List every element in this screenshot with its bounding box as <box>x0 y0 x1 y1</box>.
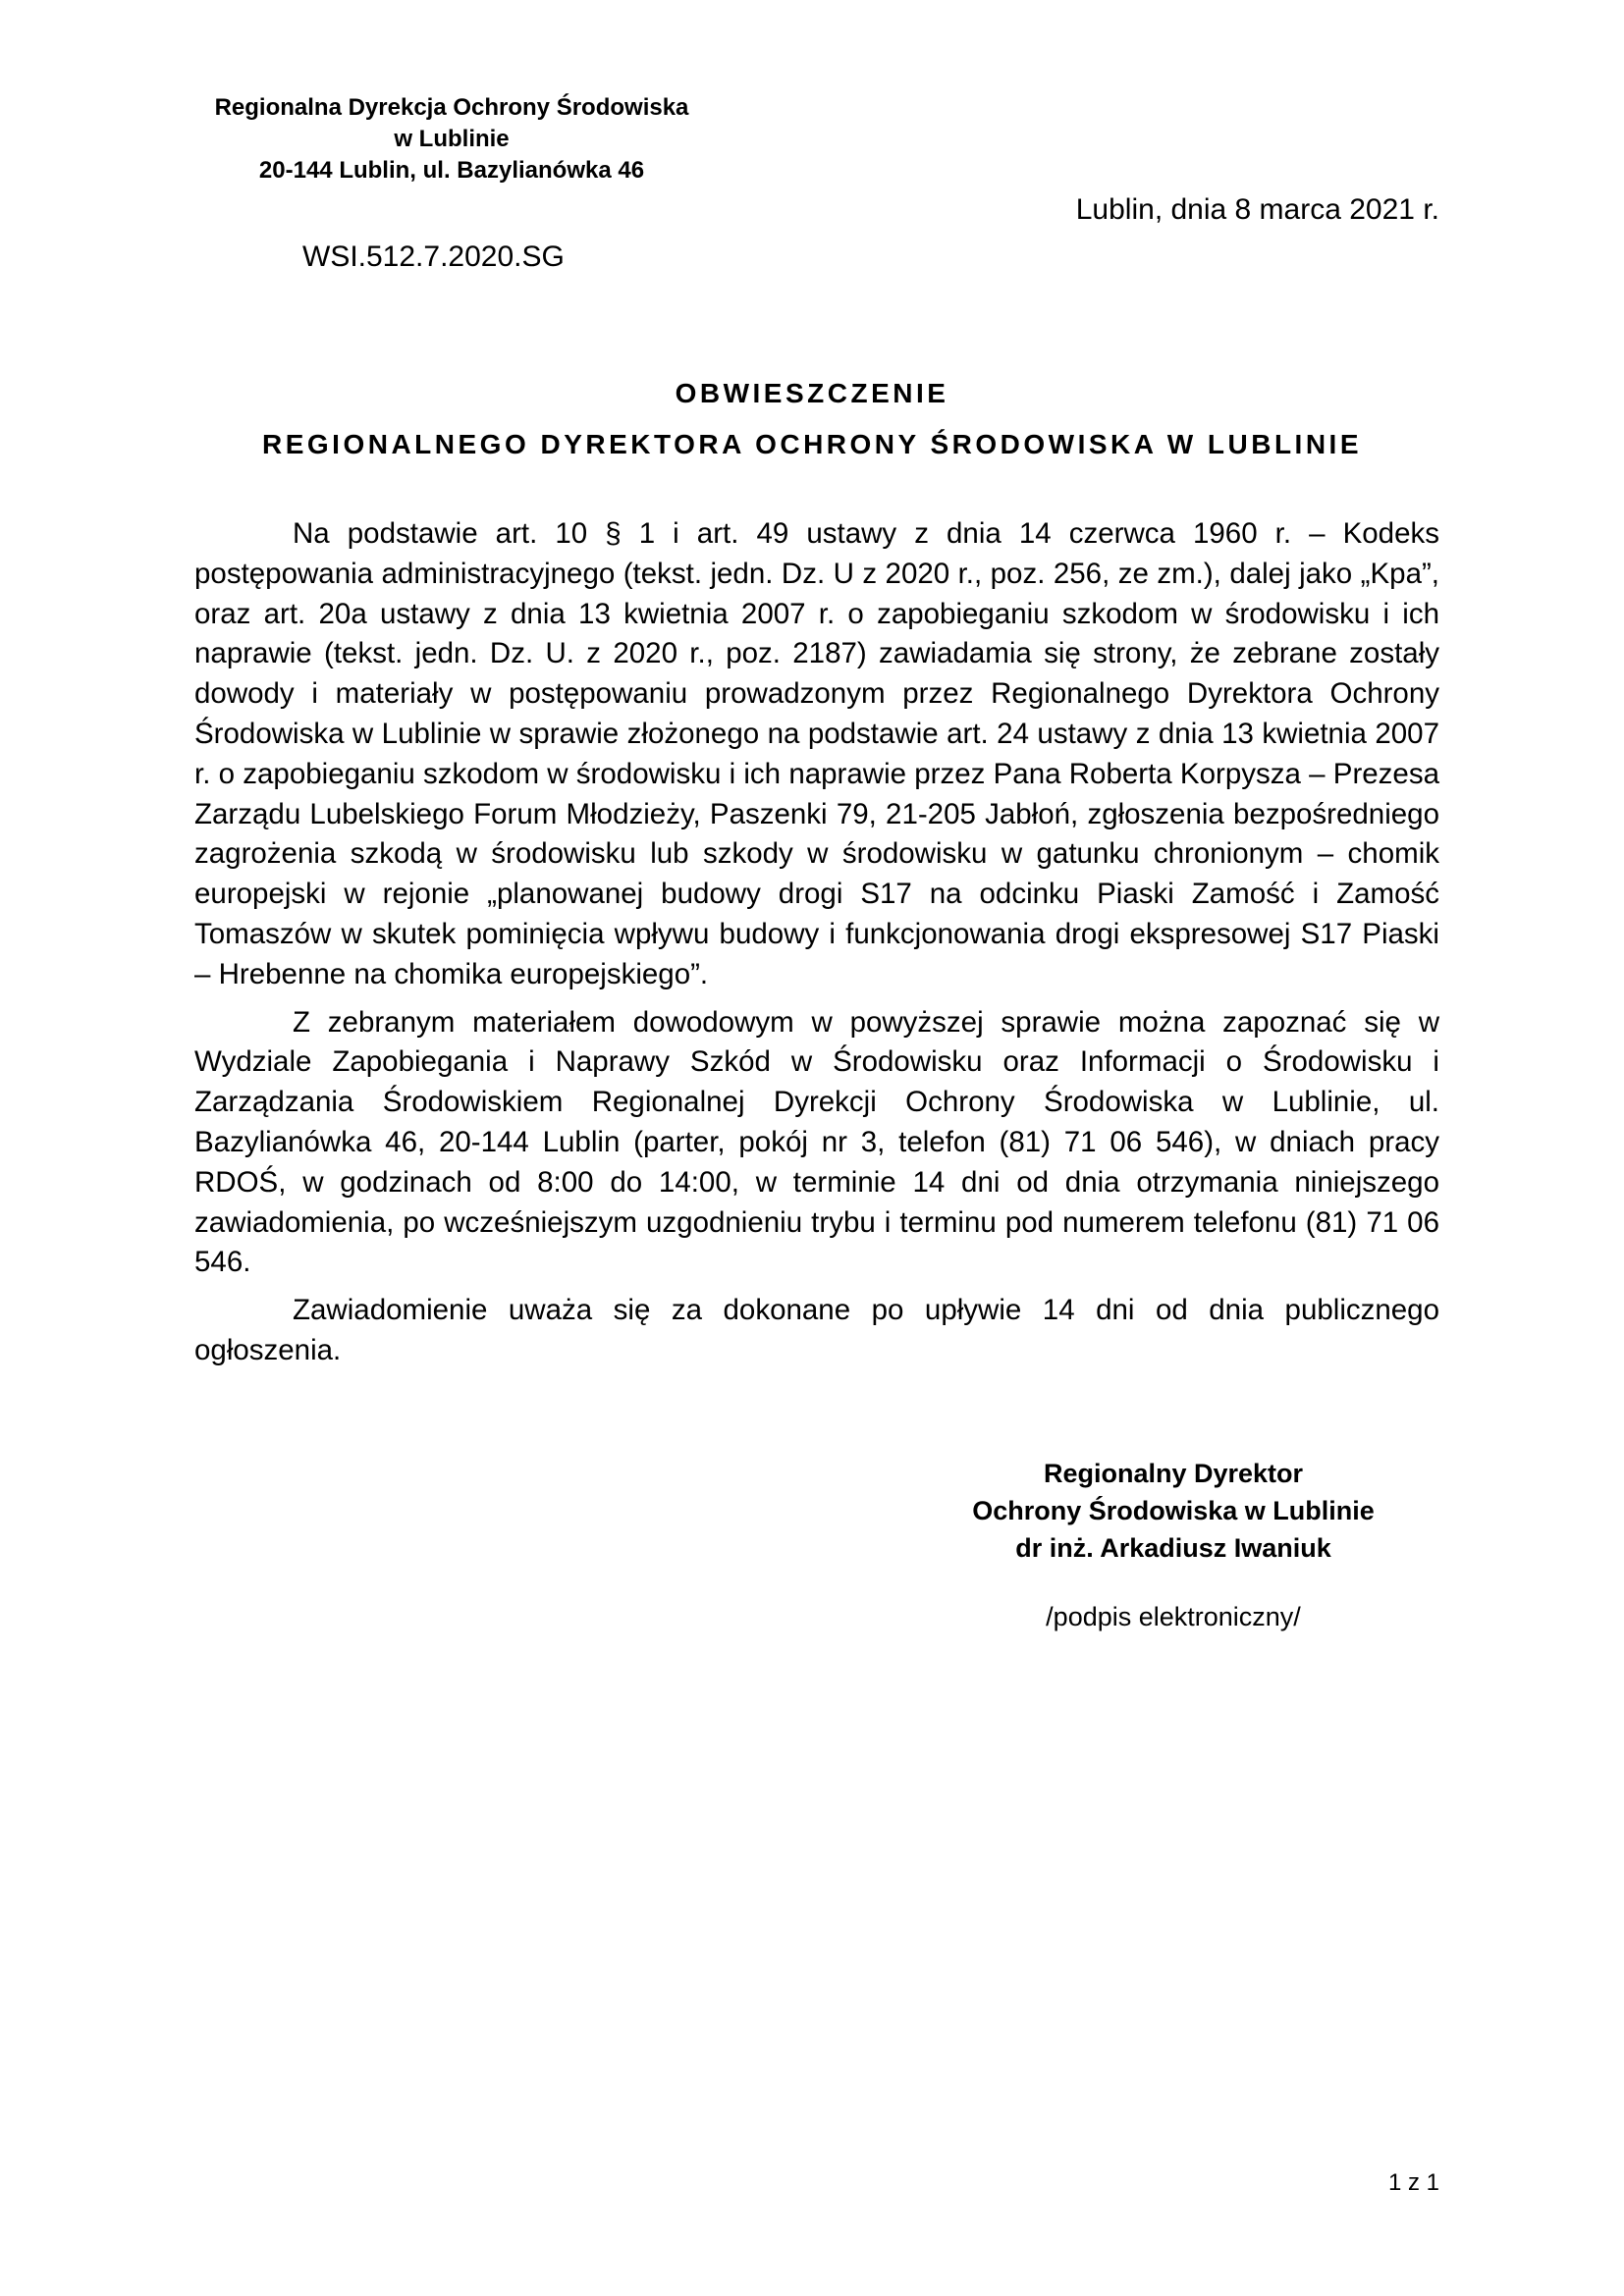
body-paragraph-3: Zawiadomienie uważa się za dokonane po upływie 14 dni od dnia publicznego ogłoszenia. <box>194 1294 1439 1366</box>
signature-block <box>903 1455 1443 1567</box>
institution-header <box>157 92 746 187</box>
signature-office: Ochrony Środowiska w Lublinie <box>972 1496 1375 1525</box>
institution-city: w Lublinie <box>394 126 510 152</box>
page-number: 1 z 1 <box>1387 2169 1439 2196</box>
institution-name: Regionalna Dyrekcja Ochrony Środowiska <box>214 94 689 121</box>
signature-title: Regionalny Dyrektor <box>1043 1459 1304 1488</box>
case-number: WSI.512.7.2020.SG <box>302 240 565 273</box>
body-paragraph-1: Na podstawie art. 10 § 1 i art. 49 ustawy z dnia 14 czerwca 1960 r. – Kodeks postępowania administracyjnego (tekst. jedn. Dz. U z 2020 r., poz. 256, ze zm.), dalej jako „Kpa”, oraz art. 20a ustawy z dnia 13 kwietnia 2007 r. o zapobieganiu szkodom w środowisku i ich naprawie (tekst. jedn. Dz. U. z 2020 r., poz. 2187) zawiadamia się strony, że zebrane zostały dowody i materiały w postępowaniu prowadzonym przez Regionalnego Dyrektora Ochrony Środowiska w Lublinie w sprawie złożonego na podstawie art. 24 ustawy z dnia 13 kwietnia 2007 r. o zapobieganiu szkodom w środowisku i ich naprawie przez Pana Roberta Korpysza – Prezesa Zarządu Lubelskiego Forum Młodzieży, Paszenki 79, 21-205 Jabłoń, zgłoszenia bezpośredniego zagrożenia szkodą w środowisku lub szkody w środowisku w gatunku chronionym – chomik europejski w rejonie „planowanej budowy drogi S17 na odcinku Piaski Zamość i Zamość Tomaszów w skutek pominięcia wpływu budowy i funkcjonowania drogi ekspresowej S17 Piaski – Hrebenne na chomika europejskiego”. <box>194 517 1439 990</box>
title-line-2: REGIONALNEGO DYREKTORA OCHRONY ŚRODOWISKA W LUBLINIE <box>261 429 1363 459</box>
title-line-1: OBWIESZCZENIE <box>675 378 949 408</box>
document-date: Lublin, dnia 8 marca 2021 r. <box>1075 193 1439 226</box>
institution-address: 20-144 Lublin, ul. Bazylianówka 46 <box>258 157 645 184</box>
document-body <box>194 514 1439 1379</box>
signature-name: dr inż. Arkadiusz Iwaniuk <box>1015 1533 1331 1563</box>
body-paragraph-2: Z zebranym materiałem dowodowym w powyższej sprawie można zapoznać się w Wydziale Zapobiegania i Naprawy Szkód w Środowisku oraz Informacji o Środowisku i Zarządzania Środowiskiem Regionalnej Dyrekcji Ochrony Środowiska w Lublinie, ul. Bazylianówka 46, 20-144 Lublin (parter, pokój nr 3, telefon (81) 71 06 546), w dniach pracy RDOŚ, w godzinach od 8:00 do 14:00, w terminie 14 dni od dnia otrzymania niniejszego zawiadomienia, po wcześniejszym uzgodnieniu trybu i terminu pod numerem telefonu (81) 71 06 546. <box>194 1005 1439 1279</box>
electronic-signature-note: /podpis elektroniczny/ <box>1046 1602 1301 1631</box>
